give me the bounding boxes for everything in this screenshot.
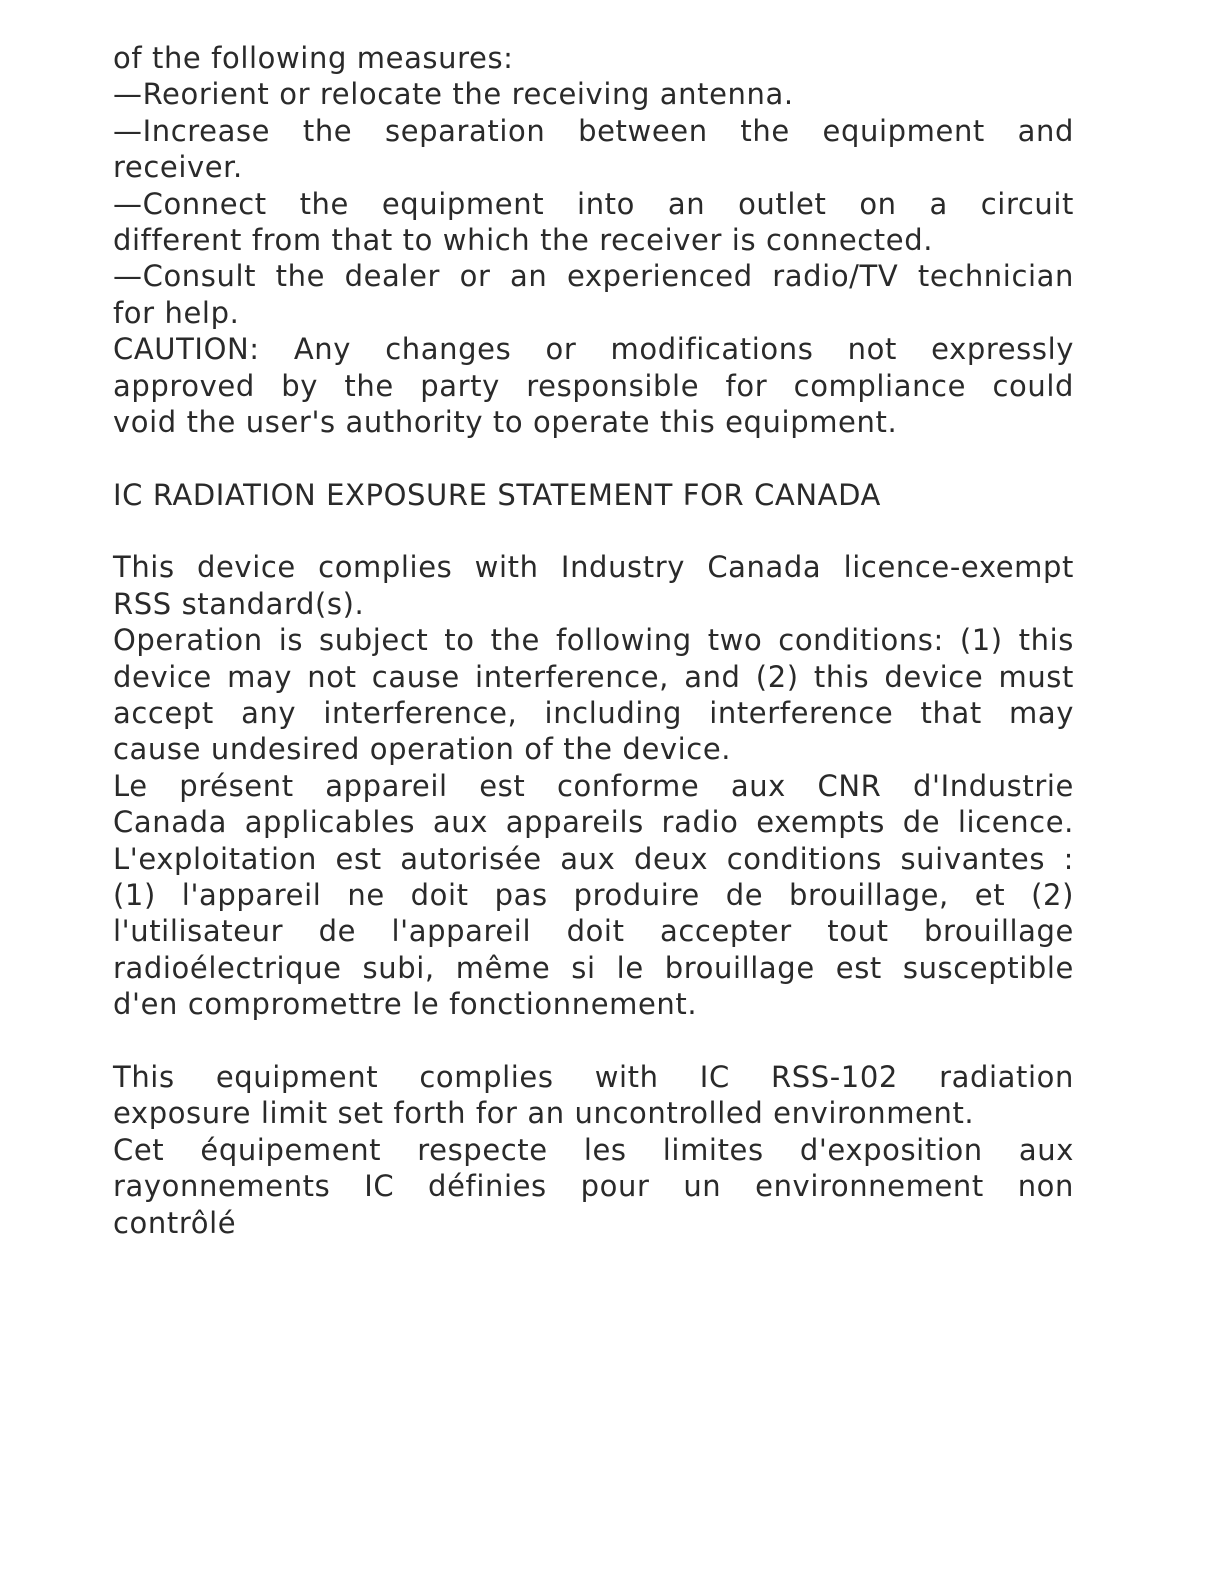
text-line: for help. (113, 295, 240, 330)
text-line: void the user's authority to operate this equipment. (113, 404, 898, 439)
text-line: cause undesired operation of the device. (113, 732, 732, 767)
text-line: L'exploitation est autorisée aux deux conditions suivantes : (113, 841, 1074, 876)
document-page (113, 40, 1074, 1241)
text-line: CAUTION: Any changes or modifications not expressly (113, 332, 1074, 367)
text-line: Cet équipement respecte les limites d'exposition aux (113, 1132, 1074, 1167)
text-line: This device complies with Industry Canada licence-exempt (113, 550, 1074, 585)
text-line: of the following measures: (113, 41, 514, 75)
ic-rss102-section (113, 1059, 1074, 1241)
fcc-measures-section (113, 40, 1074, 440)
text-line: different from that to which the receiver is connected. (113, 222, 934, 257)
text-line: Operation is subject to the following two conditions: (1) this (113, 623, 1074, 658)
ic-section-heading: IC RADIATION EXPOSURE STATEMENT FOR CANADA (113, 477, 881, 512)
text-line: (1) l'appareil ne doit pas produire de brouillage, et (2) (113, 878, 1074, 912)
text-line: —Consult the dealer or an experienced radio/TV technician (113, 259, 1074, 294)
text-line: receiver. (113, 150, 243, 185)
text-line: —Connect the equipment into an outlet on a circuit (113, 186, 1074, 221)
text-line: radioélectrique subi, même si le brouillage est susceptible (113, 950, 1074, 985)
text-line: accept any interference, including interference that may (113, 696, 1074, 731)
text-line: —Increase the separation between the equipment and (113, 113, 1074, 148)
ic-compliance-section (113, 549, 1074, 1022)
text-line: l'utilisateur de l'appareil doit accepter tout brouillage (113, 914, 1074, 949)
text-line: d'en compromettre le fonctionnement. (113, 987, 698, 1022)
text-line: Le présent appareil est conforme aux CNR d'Industrie (113, 768, 1074, 803)
text-line: approved by the party responsible for compliance could (113, 368, 1074, 403)
text-line: —Reorient or relocate the receiving antenna. (113, 77, 794, 112)
text-line: device may not cause interference, and (2) this device must (113, 659, 1074, 694)
text-line: RSS standard(s). (113, 586, 365, 621)
text-line: This equipment complies with IC RSS-102 radiation (113, 1059, 1074, 1094)
text-line: rayonnements IC définies pour un environnement non (113, 1169, 1074, 1204)
text-line: exposure limit set forth for an uncontrolled environment. (113, 1096, 975, 1131)
text-line: Canada applicables aux appareils radio exempts de licence. (113, 805, 1074, 840)
text-line: contrôlé (113, 1205, 237, 1240)
